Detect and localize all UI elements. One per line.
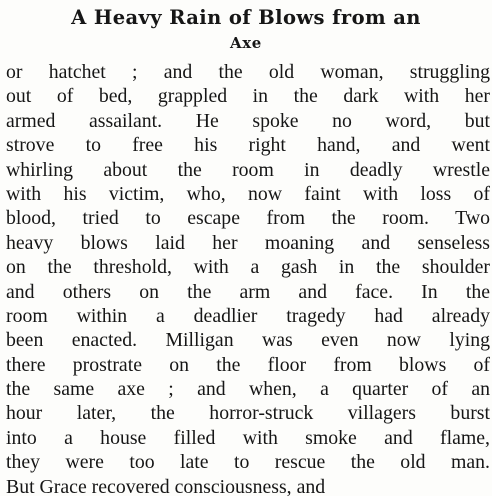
text-line: they were too late to rescue the old man.	[6, 451, 490, 474]
text-line: blood, tried to escape from the room. Two	[6, 207, 490, 230]
text-line: heavy blows laid her moaning and senseless	[6, 231, 490, 254]
text-line: with his victim, who, now faint with loss of	[6, 182, 490, 205]
text-line: the same axe ; and when, a quarter of an	[6, 378, 490, 401]
subhead: Axe	[230, 34, 262, 52]
text-line: But Grace recovered consciousness, and	[6, 475, 326, 498]
text-line: strove to free his right hand, and went	[6, 134, 490, 157]
text-line: into a house filled with smoke and flame,	[6, 426, 490, 449]
text-line: there prostrate on the floor from blows of	[6, 353, 490, 376]
text-line: armed assailant. He spoke no word, but	[6, 109, 490, 132]
text-line: been enacted. Milligan was even now lying	[6, 329, 490, 352]
text-line: out of bed, grappled in the dark with her	[6, 85, 490, 108]
text-line: whirling about the room in deadly wrestle	[6, 158, 490, 181]
text-line: room within a deadlier tragedy had already	[6, 304, 490, 327]
headline: A Heavy Rain of Blows from an	[71, 6, 421, 29]
article-body	[6, 60, 490, 499]
text-line: hour later, the horror-struck villagers burst	[6, 402, 490, 425]
text-line: or hatchet ; and the old woman, struggling	[6, 61, 490, 83]
text-line: and others on the arm and face. In the	[6, 280, 490, 303]
text-line: on the threshold, with a gash in the shoulder	[6, 256, 490, 279]
